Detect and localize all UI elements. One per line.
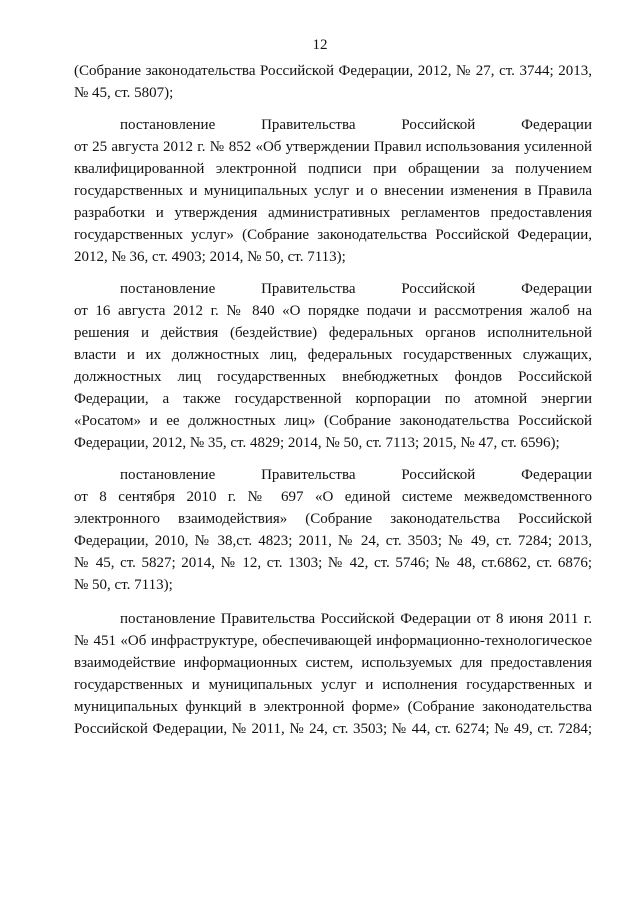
text-line: Российской Федерации, № 2011, № 24, ст. 3503; № 44, ст. 6274; № 49, ст. 7284; <box>74 721 592 737</box>
text-line: Федерации, 2010, № 38,ст. 4823; 2011, № 24, ст. 3503; № 49, ст. 7284; 2013, <box>74 533 592 549</box>
text-line: государственных и муниципальных услуг и о внесении изменения в Правила <box>74 183 592 199</box>
text-line: (Собрание законодательства Российской Федерации, 2012, № 27, ст. 3744; 2013, <box>74 63 592 79</box>
text-line: решения и действия (бездействие) федеральных органов исполнительной <box>74 325 592 341</box>
paragraph-1 <box>74 60 592 104</box>
text-line: от 8 сентября 2010 г. № 697 «О единой системе межведомственного <box>74 489 592 505</box>
text-line: государственных услуг» (Собрание законодательства Российской Федерации, <box>74 227 592 243</box>
text-line: власти и их должностных лиц, федеральных государственных служащих, <box>74 347 592 363</box>
paragraph-4 <box>74 464 592 596</box>
text-line: муниципальных функций в электронной форме» (Собрание законодательства <box>74 699 592 715</box>
text-line: постановление Правительства Российской Федерации <box>120 117 592 133</box>
paragraph-2 <box>74 114 592 268</box>
text-line: Федерации, а также государственной корпорации по атомной энергии <box>74 391 592 407</box>
text-line: 2012, № 36, ст. 4903; 2014, № 50, ст. 7113); <box>74 249 346 265</box>
text-line: должностных лиц государственных внебюджетных фондов Российской <box>74 369 592 385</box>
text-line: постановление Правительства Российской Федерации от 8 июня 2011 г. <box>120 611 592 627</box>
text-line: № 45, ст. 5807); <box>74 85 174 101</box>
text-line: Федерации, 2012, № 35, ст. 4829; 2014, № 50, ст. 7113; 2015, № 47, ст. 6596); <box>74 435 560 451</box>
text-line: от 25 августа 2012 г. № 852 «Об утверждении Правил использования усиленной <box>74 139 592 155</box>
page-number: 12 <box>312 37 328 53</box>
text-line: взаимодействие информационных систем, используемых для предоставления <box>74 655 592 671</box>
text-line: от 16 августа 2012 г. № 840 «О порядке подачи и рассмотрения жалоб на <box>74 303 592 319</box>
text-line: постановление Правительства Российской Федерации <box>120 281 592 297</box>
document-body <box>74 60 592 740</box>
paragraph-3 <box>74 278 592 454</box>
text-line: № 50, ст. 7113); <box>74 577 173 593</box>
text-line: разработки и утверждения административных регламентов предоставления <box>74 205 592 221</box>
text-line: квалифицированной электронной подписи при обращении за получением <box>74 161 592 177</box>
text-line: «Росатом» и ее должностных лиц» (Собрание законодательства Российской <box>74 413 592 429</box>
text-line: постановление Правительства Российской Федерации <box>120 467 592 483</box>
text-line: № 45, ст. 5827; 2014, № 12, ст. 1303; № 42, ст. 5746; № 48, ст.6862, ст. 6876; <box>74 555 592 571</box>
text-line: государственных и муниципальных услуг и исполнения государственных и <box>74 677 592 693</box>
text-line: электронного взаимодействия» (Собрание законодательства Российской <box>74 511 592 527</box>
paragraph-5 <box>74 608 592 740</box>
text-line: № 451 «Об инфраструктуре, обеспечивающей информационно-технологическое <box>74 633 592 649</box>
